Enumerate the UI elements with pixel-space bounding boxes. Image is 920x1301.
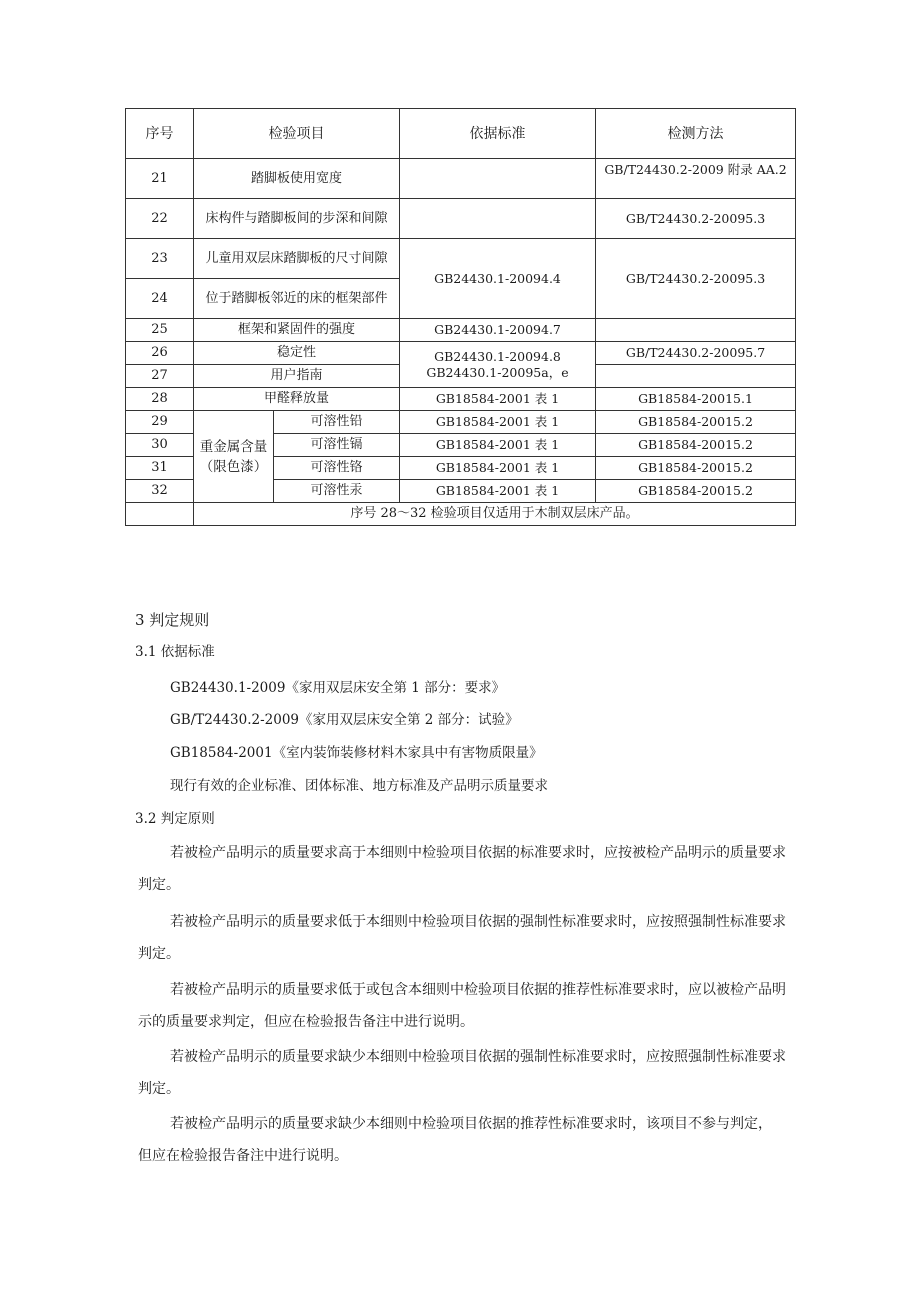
row-method: GB18584-20015.1 — [596, 388, 796, 411]
subsection-title: 3.1 依据标准 — [135, 644, 215, 660]
row-method: GB/T24430.2-20095.3 — [596, 239, 796, 319]
standard-line: 现行有效的企业标准、团体标准、地方标准及产品明示质量要求 — [170, 778, 548, 794]
header-method: 检测方法 — [596, 109, 796, 159]
row-no: 26 — [126, 342, 194, 365]
note-empty-cell — [126, 503, 194, 526]
table-row — [126, 319, 796, 342]
row-standard: GB24430.1-20094.4 — [400, 239, 596, 319]
row-standard: GB24430.1-20094.7 — [400, 319, 596, 342]
row-standard — [400, 159, 596, 199]
row-item: 踏脚板使用宽度 — [194, 159, 400, 199]
standard-line: GB/T24430.2-2009《家用双层床安全第 2 部分：试验》 — [170, 712, 519, 728]
row-no: 27 — [126, 365, 194, 388]
row-no: 22 — [126, 199, 194, 239]
row-item: 儿童用双层床踏脚板的尺寸间隙 — [194, 239, 400, 279]
section-title: 3 判定规则 — [135, 611, 210, 629]
row-item: 床构件与踏脚板间的步深和间隙 — [194, 199, 400, 239]
table-row — [126, 388, 796, 411]
paragraph: 若被检产品明示的质量要求缺少本细则中检验项目依据的推荐性标准要求时，该项目不参与判定，但应在检验报告备注中进行说明。 — [138, 1116, 772, 1164]
row-method: GB18584-20015.2 — [596, 411, 796, 434]
row-item: 可溶性汞 — [274, 480, 400, 503]
standard-line: GB18584-2001《室内装饰装修材料木家具中有害物质限量》 — [170, 745, 543, 761]
table-note: 序号 28～32 检验项目仅适用于木制双层床产品。 — [194, 503, 796, 526]
row-no: 30 — [126, 434, 194, 457]
row-method: GB/T24430.2-2009 附录 AA.2 — [596, 159, 796, 199]
inspection-items-table — [125, 108, 796, 526]
table-row — [126, 411, 796, 434]
heavy-metal-group-label: 重金属含量（限色漆） — [194, 411, 274, 503]
row-method: GB/T24430.2-20095.3 — [596, 199, 796, 239]
row-method: GB18584-20015.2 — [596, 434, 796, 457]
row-item: 用户指南 — [194, 365, 400, 388]
row-no: 29 — [126, 411, 194, 434]
table-row — [126, 199, 796, 239]
header-item: 检验项目 — [194, 109, 400, 159]
row-method: GB18584-20015.2 — [596, 480, 796, 503]
paragraph: 若被检产品明示的质量要求缺少本细则中检验项目依据的强制性标准要求时，应按照强制性标准要求判定。 — [138, 1049, 786, 1097]
row-method — [596, 319, 796, 342]
row-no: 21 — [126, 159, 194, 199]
header-no: 序号 — [126, 109, 194, 159]
table-row — [126, 239, 796, 279]
table-header-row — [126, 109, 796, 159]
row-no: 31 — [126, 457, 194, 480]
row-no: 25 — [126, 319, 194, 342]
paragraph: 若被检产品明示的质量要求低于或包含本细则中检验项目依据的推荐性标准要求时，应以被检产品明示的质量要求判定，但应在检验报告备注中进行说明。 — [138, 982, 786, 1030]
subsection-title: 3.2 判定原则 — [135, 811, 215, 827]
row-standard: GB18584-2001 表 1 — [400, 434, 596, 457]
row-no: 32 — [126, 480, 194, 503]
row-standard: GB18584-2001 表 1 — [400, 388, 596, 411]
row-no: 23 — [126, 239, 194, 279]
row-item: 可溶性铅 — [274, 411, 400, 434]
row-standard: GB18584-2001 表 1 — [400, 411, 596, 434]
header-standard: 依据标准 — [400, 109, 596, 159]
row-standard: GB18584-2001 表 1 — [400, 457, 596, 480]
row-method: GB/T24430.2-20095.7 — [596, 342, 796, 365]
row-standard — [400, 199, 596, 239]
row-method — [596, 365, 796, 388]
row-item: 位于踏脚板邻近的床的框架部件 — [194, 279, 400, 319]
row-no: 24 — [126, 279, 194, 319]
standard-line: GB24430.1-2009《家用双层床安全第 1 部分：要求》 — [170, 680, 506, 696]
row-standard: GB24430.1-20094.8 GB24430.1-20095a，e — [400, 342, 596, 388]
paragraph: 若被检产品明示的质量要求高于本细则中检验项目依据的标准要求时，应按被检产品明示的质量要求判定。 — [138, 845, 786, 893]
row-item: 可溶性镉 — [274, 434, 400, 457]
row-item: 甲醛释放量 — [194, 388, 400, 411]
table-note-row — [126, 503, 796, 526]
table-row — [126, 342, 796, 365]
paragraph: 若被检产品明示的质量要求低于本细则中检验项目依据的强制性标准要求时，应按照强制性标准要求判定。 — [138, 914, 786, 962]
table-row — [126, 159, 796, 199]
row-item: 可溶性铬 — [274, 457, 400, 480]
row-item: 框架和紧固件的强度 — [194, 319, 400, 342]
row-standard: GB18584-2001 表 1 — [400, 480, 596, 503]
row-method: GB18584-20015.2 — [596, 457, 796, 480]
row-no: 28 — [126, 388, 194, 411]
row-item: 稳定性 — [194, 342, 400, 365]
